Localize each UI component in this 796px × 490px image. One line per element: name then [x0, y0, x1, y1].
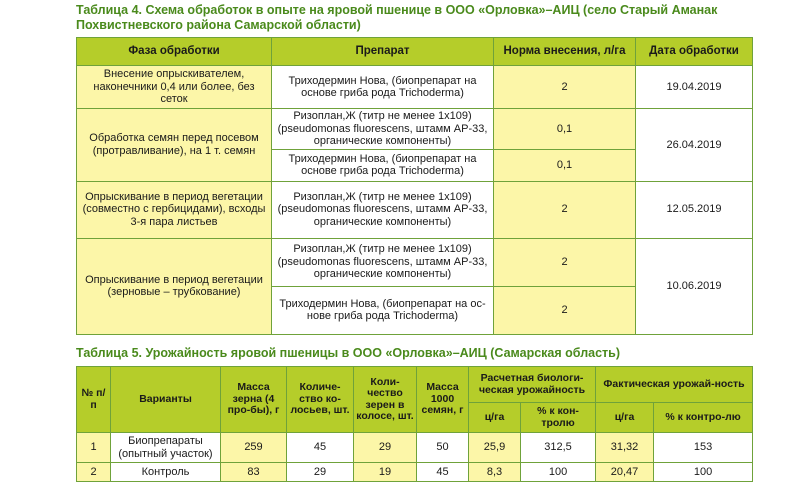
- calc-cga-cell: 8,3: [469, 463, 521, 482]
- header-mass: Масса зерна (4 про-бы), г: [221, 367, 287, 433]
- fact-cga-cell: 20,47: [596, 463, 654, 482]
- preparat-cell: Ризоплан,Ж (титр не менее 1х109) (pseudomonas fluorescens, штамм АР-33, органические компоненты): [272, 181, 494, 238]
- date-cell: 19.04.2019: [636, 66, 753, 109]
- yield-table: [76, 366, 753, 482]
- grains-cell: 29: [354, 433, 417, 463]
- num-cell: 1: [77, 433, 111, 463]
- mass-cell: 83: [221, 463, 287, 482]
- table-row: [77, 433, 753, 463]
- mass-cell: 259: [221, 433, 287, 463]
- phase-cell: Внесение опрыскивателем, наконечники 0,4 или более, без сеток: [77, 66, 272, 109]
- header-num: № п/п: [77, 367, 111, 433]
- fact-cga-cell: 31,32: [596, 433, 654, 463]
- phase-cell: Опрыскивание в период вегетации (зерновые – трубкование): [77, 238, 272, 334]
- header-grains: Коли-чество зерен в колосе, шт.: [354, 367, 417, 433]
- stems-cell: 45: [287, 433, 354, 463]
- grains-cell: 19: [354, 463, 417, 482]
- treatment-scheme-table: [76, 37, 753, 335]
- fact-pct-cell: 100: [654, 463, 753, 482]
- table-row: [77, 238, 753, 286]
- stems-cell: 29: [287, 463, 354, 482]
- phase-cell: Опрыскивание в период вегетации (совместно с гербицидами), всходы 3-я пара листьев: [77, 181, 272, 238]
- fact-pct-cell: 153: [654, 433, 753, 463]
- calc-cga-cell: 25,9: [469, 433, 521, 463]
- header-preparat: Препарат: [272, 38, 494, 66]
- header-stems: Количе-ство ко-лосьев, шт.: [287, 367, 354, 433]
- table5-caption: Таблица 5. Урожайность яровой пшеницы в ООО «Орловка»–АИЦ (Самарская область): [76, 346, 621, 360]
- header-calc-cga: ц/га: [469, 403, 521, 433]
- calc-pct-cell: 100: [521, 463, 596, 482]
- variant-cell: Контроль: [111, 463, 221, 482]
- table-row: [77, 463, 753, 482]
- mass1000-cell: 45: [417, 463, 469, 482]
- table-row: [77, 109, 753, 150]
- table-row: [77, 66, 753, 109]
- norm-cell: 0,1: [494, 109, 636, 150]
- norm-cell: 2: [494, 181, 636, 238]
- header-fact-pct: % к контро-лю: [654, 403, 753, 433]
- header-mass1000: Масса 1000 семян, г: [417, 367, 469, 433]
- header-date: Дата обработки: [636, 38, 753, 66]
- header-calc-yield: Расчетная биологи-ческая урожайность: [469, 367, 596, 403]
- date-cell: 12.05.2019: [636, 181, 753, 238]
- header-fact-cga: ц/га: [596, 403, 654, 433]
- table4-caption: Таблица 4. Схема обработок в опыте на яровой пшенице в ООО «Орловка»–АИЦ (село Старый Аманак Похвистневского района Самарской области): [76, 3, 718, 32]
- header-fact-yield: Фактическая урожай-ность: [596, 367, 753, 403]
- table-header-row: [77, 367, 753, 403]
- table-header-row: [77, 38, 753, 66]
- phase-cell: Обработка семян перед посевом (протравливание), на 1 т. семян: [77, 109, 272, 182]
- date-cell: 26.04.2019: [636, 109, 753, 182]
- preparat-cell: Триходермин Нова, (биопрепарат на основе гриба рода Trichoderma): [272, 149, 494, 181]
- norm-cell: 2: [494, 286, 636, 334]
- mass1000-cell: 50: [417, 433, 469, 463]
- norm-cell: 2: [494, 238, 636, 286]
- preparat-cell: Ризоплан,Ж (титр не менее 1х109) (pseudomonas fluorescens, штамм АР-33, органические компоненты): [272, 238, 494, 286]
- header-phase: Фаза обработки: [77, 38, 272, 66]
- preparat-cell: Триходермин Нова, (биопрепарат на ос-нове гриба рода Trichoderma): [272, 286, 494, 334]
- date-cell: 10.06.2019: [636, 238, 753, 334]
- preparat-cell: Ризоплан,Ж (титр не менее 1х109) (pseudomonas fluorescens, штамм АР-33, органические компоненты): [272, 109, 494, 150]
- variant-cell: Биопрепараты (опытный участок): [111, 433, 221, 463]
- preparat-cell: Триходермин Нова, (биопрепарат на основе гриба рода Trichoderma): [272, 66, 494, 109]
- norm-cell: 2: [494, 66, 636, 109]
- num-cell: 2: [77, 463, 111, 482]
- table-row: [77, 181, 753, 238]
- norm-cell: 0,1: [494, 149, 636, 181]
- header-variant: Варианты: [111, 367, 221, 433]
- calc-pct-cell: 312,5: [521, 433, 596, 463]
- header-calc-pct: % к кон-тролю: [521, 403, 596, 433]
- header-norm: Норма внесения, л/га: [494, 38, 636, 66]
